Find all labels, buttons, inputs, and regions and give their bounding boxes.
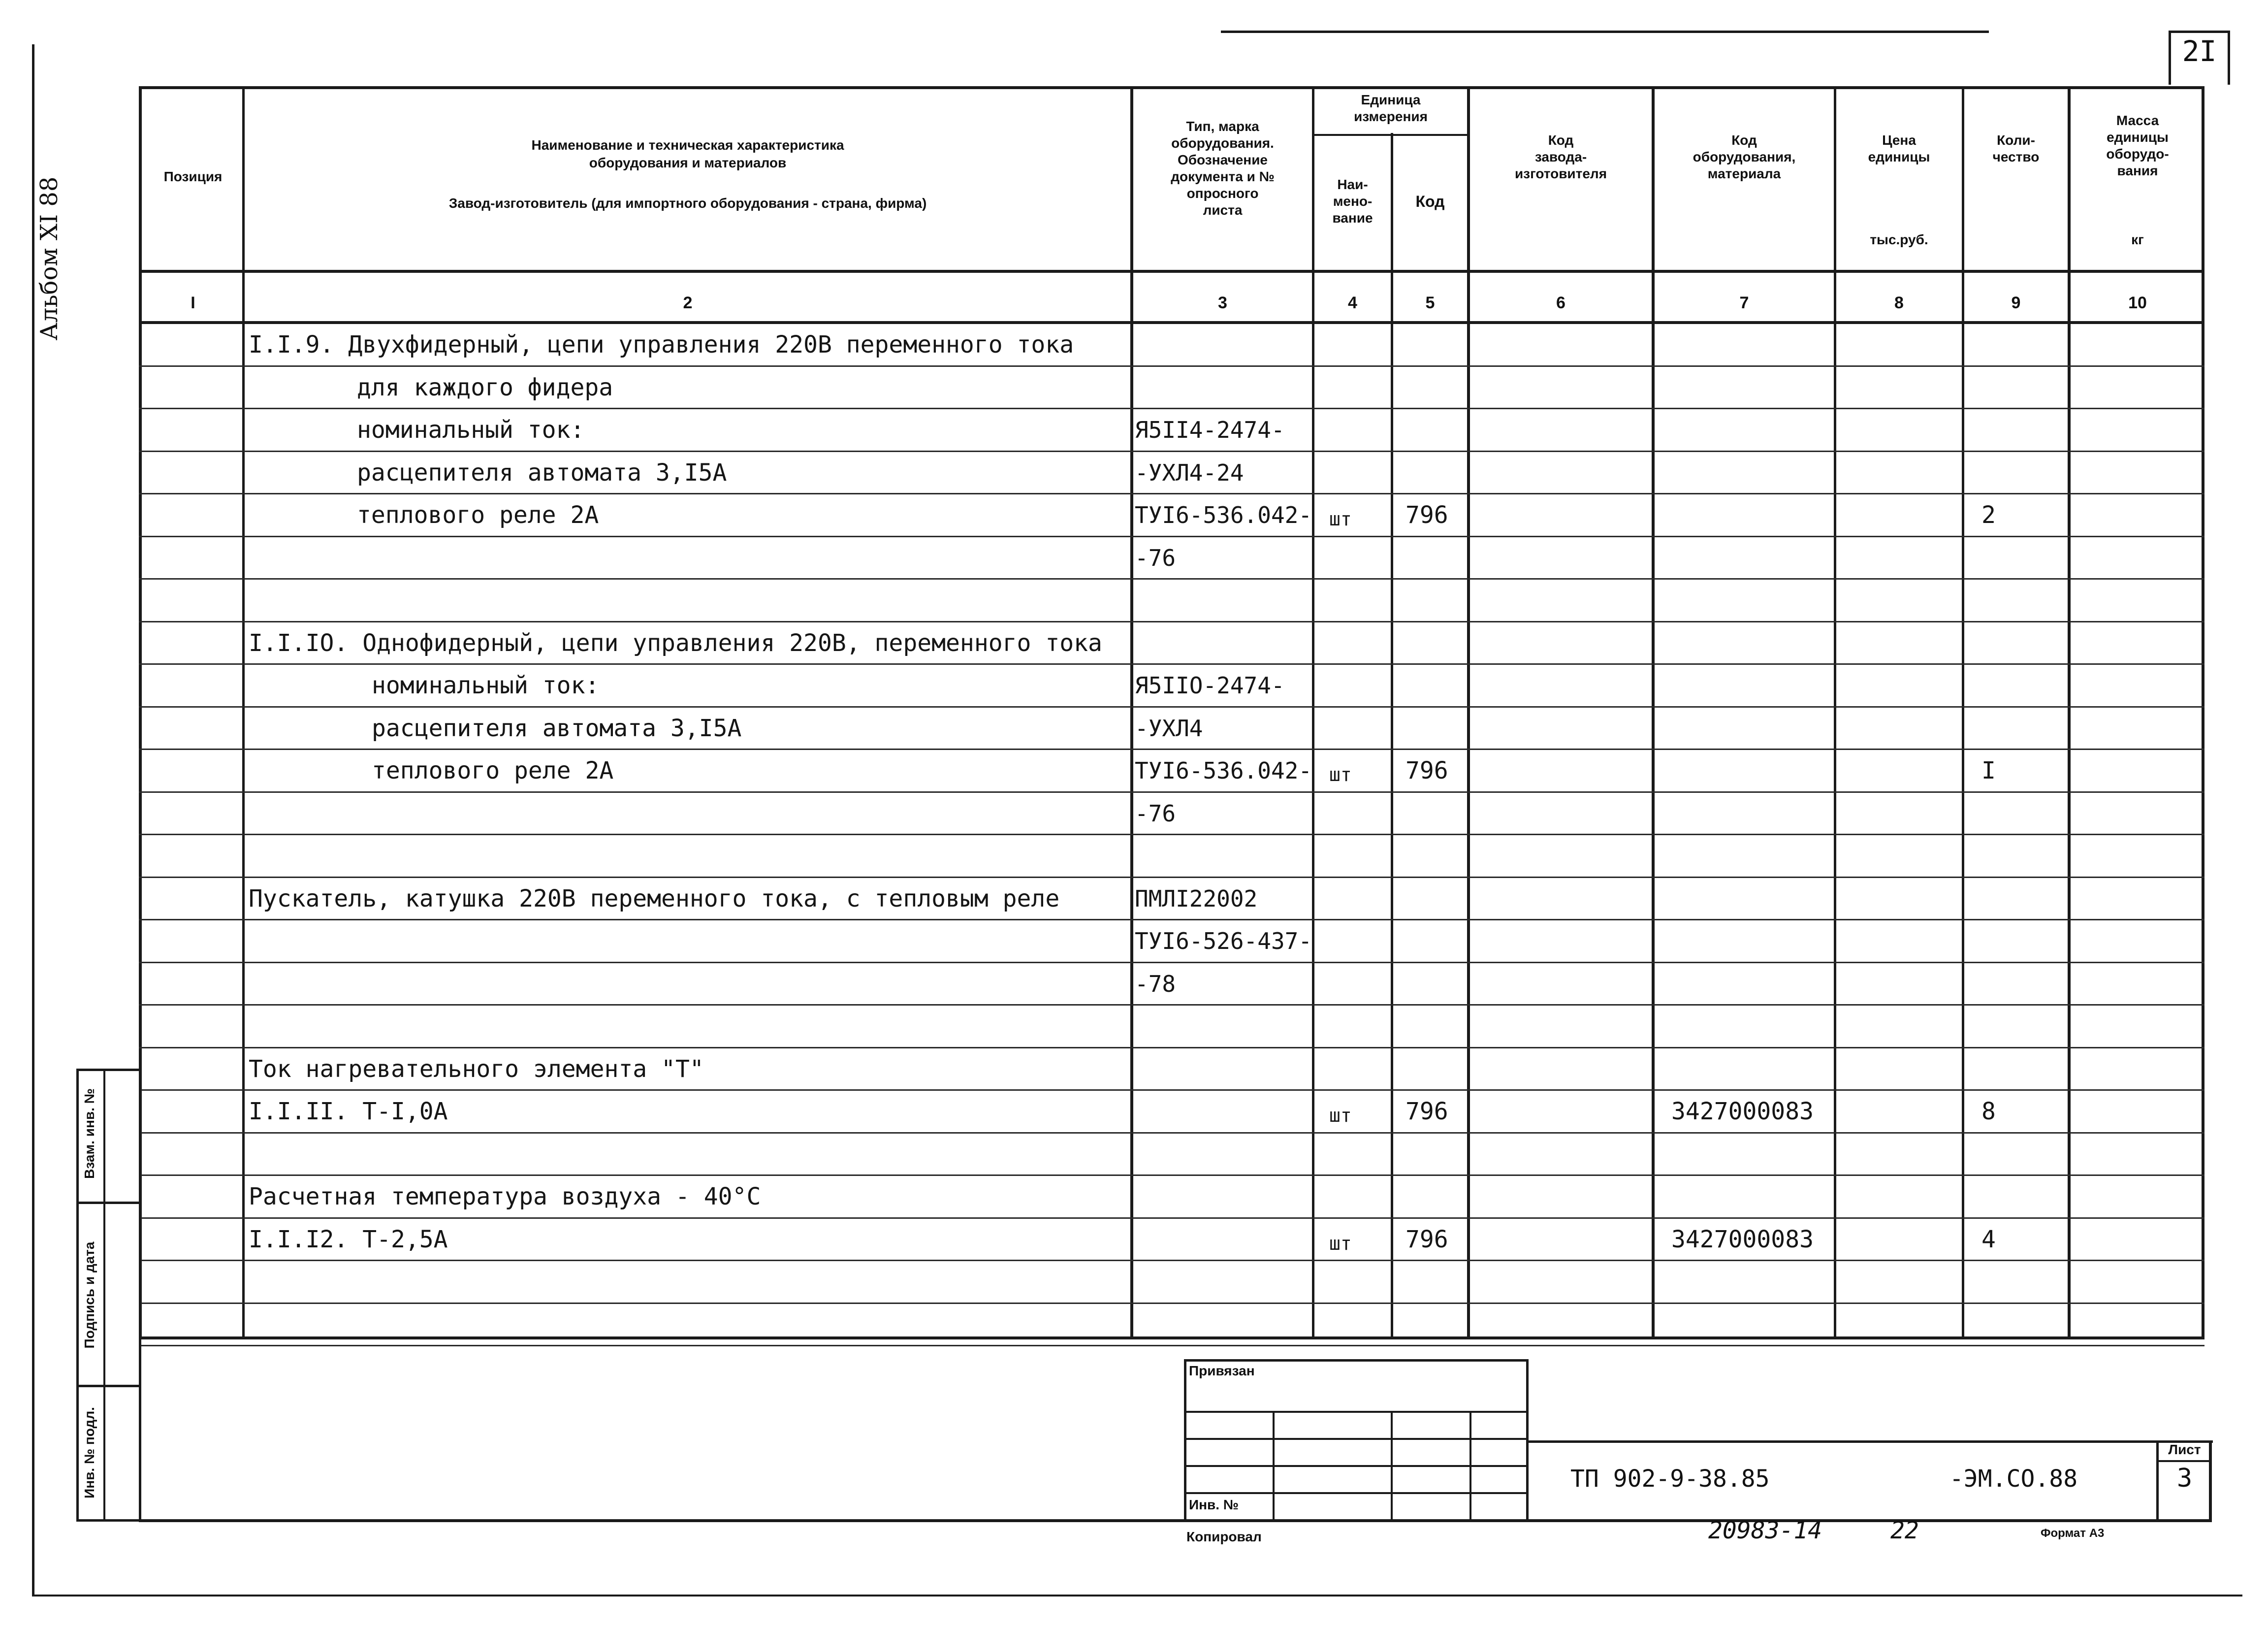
table-row-rule <box>139 493 2204 494</box>
privyazan-rule <box>1184 1492 1529 1494</box>
cell-type: ПМЛI22002 <box>1135 885 1258 912</box>
sheet-number: 3 <box>2176 1464 2193 1493</box>
cell-equip-code: 3427000083 <box>1671 1098 1814 1125</box>
handwritten-number: 20983-14 <box>1708 1517 1822 1544</box>
cell-code: 796 <box>1406 757 1448 784</box>
cell-type: -УХЛ4-24 <box>1135 459 1244 486</box>
format-label: Формат А3 <box>2041 1527 2105 1540</box>
side-stamp-rule <box>76 1202 141 1204</box>
table-row-rule <box>139 1217 2204 1219</box>
table-row-rule <box>139 536 2204 537</box>
col-divider <box>2068 86 2071 1339</box>
header-unit-name: Наи- мено- вание <box>1332 177 1373 226</box>
cell-type: Я5II4-2474- <box>1135 417 1285 443</box>
col-divider <box>1834 86 1836 1339</box>
cell-type: -78 <box>1135 970 1176 997</box>
header-unit-code: Код <box>1415 193 1445 210</box>
colnum-3: 3 <box>1218 293 1227 312</box>
cell-name: Пускатель, катушка 220В переменного тока, с тепловым реле <box>249 884 1060 912</box>
cell-qty: 4 <box>1981 1225 1996 1253</box>
table-row-rule <box>139 877 2204 878</box>
table-row-rule <box>139 1345 2204 1346</box>
cell-name: Ток нагревательного элемента "Т" <box>249 1055 704 1083</box>
sheet-label: Лист <box>2168 1442 2201 1457</box>
cell-type: -76 <box>1135 544 1176 571</box>
colnum-10: 10 <box>2128 293 2147 312</box>
cell-type: ТУI6-536.042- <box>1135 757 1312 784</box>
privyazan-divider <box>1273 1411 1275 1522</box>
cell-name: теплового реле 2А <box>357 501 599 529</box>
table-row-rule <box>139 451 2204 452</box>
table-row-rule <box>139 578 2204 580</box>
privyazan-label: Привязан <box>1189 1363 1255 1378</box>
table-row-rule <box>139 365 2204 367</box>
table-row-rule <box>139 1260 2204 1261</box>
cell-unit: шт <box>1329 764 1352 785</box>
privyazan-rule <box>1184 1465 1529 1467</box>
cell-name: для каждого фидера <box>357 373 613 401</box>
cell-name: I.I.9. Двухфидерный, цепи управления 220В переменного тока <box>249 331 1074 358</box>
cell-code: 796 <box>1406 501 1448 529</box>
cell-type: -УХЛ4 <box>1135 715 1203 742</box>
sheet-rule <box>2156 1460 2210 1462</box>
header-name-line1: Наименование и техническая характеристика <box>531 137 844 153</box>
header-equipment-code: Код оборудования, материала <box>1693 132 1796 181</box>
cell-name: I.I.IO. Однофидерный, цепи управления 220В, переменного тока <box>249 629 1102 657</box>
header-position: Позиция <box>163 169 223 184</box>
header-rule <box>139 270 2204 273</box>
cell-name: номинальный ток: <box>357 416 585 444</box>
cell-name: I.I.II. Т-I,0А <box>249 1098 448 1125</box>
side-stamp-rule <box>76 1385 141 1387</box>
colnum-6: 6 <box>1556 293 1565 312</box>
header-quantity: Коли- чество <box>1992 132 2040 164</box>
cell-qty: 8 <box>1981 1098 1996 1125</box>
table-row-rule <box>139 1303 2204 1304</box>
col-divider <box>242 86 245 1339</box>
table-row-rule <box>139 749 2204 750</box>
privyazan-rule <box>1184 1438 1529 1440</box>
spec-table <box>139 86 2204 1339</box>
colnum-rule <box>139 321 2204 324</box>
side-stamp-inventory: Инв. № подл. <box>82 1407 97 1499</box>
cell-code: 796 <box>1406 1098 1448 1125</box>
table-row-rule <box>139 791 2204 793</box>
privyazan-rule <box>1184 1411 1529 1413</box>
title-code-rule <box>1526 1440 2213 1443</box>
col-divider <box>1962 86 1964 1339</box>
document-code: ТП 902-9-38.85 <box>1570 1465 1770 1493</box>
cell-unit: шт <box>1329 1105 1352 1126</box>
top-rule <box>1221 31 1989 33</box>
privyazan-divider <box>1469 1411 1471 1522</box>
col-divider <box>1312 86 1314 1339</box>
table-row-rule <box>139 834 2204 835</box>
unit-group-rule <box>1312 134 1469 136</box>
table-row-rule <box>139 919 2204 920</box>
outer-bottom-rule <box>32 1595 2242 1596</box>
table-row-rule <box>139 1004 2204 1006</box>
cell-unit: шт <box>1329 508 1352 530</box>
header-name-line2: оборудования и материалов <box>589 155 787 170</box>
table-row-rule <box>139 706 2204 708</box>
table-row-rule <box>139 1174 2204 1176</box>
col-divider <box>1130 86 1133 1339</box>
header-name-line3: Завод-изготовитель (для импортного оборудования - страна, фирма) <box>448 195 927 211</box>
table-row-rule <box>139 1089 2204 1091</box>
table-row-rule <box>139 408 2204 409</box>
colnum-9: 9 <box>2011 293 2021 312</box>
handwritten-page: 22 <box>1890 1517 1919 1544</box>
header-mass-unit: кг <box>2131 232 2144 247</box>
page-number: 2I <box>2182 34 2217 68</box>
colnum-5: 5 <box>1425 293 1435 312</box>
document-suffix: -ЭМ.СО.88 <box>1949 1465 2078 1493</box>
header-unit-group: Единица измерения <box>1354 92 1428 124</box>
side-stamp-divider <box>103 1069 105 1522</box>
cell-qty: 2 <box>1981 501 1996 529</box>
kopiroval-label: Копировал <box>1186 1529 1262 1544</box>
cell-type: Я5IIO-2474- <box>1135 672 1285 699</box>
inv-no-label: Инв. № <box>1189 1497 1239 1512</box>
table-row-rule <box>139 1047 2204 1048</box>
cell-name: I.I.I2. Т-2,5А <box>249 1225 448 1253</box>
header-mass: Масса единицы оборудо- вания <box>2106 113 2169 178</box>
table-row-rule <box>139 962 2204 963</box>
cell-unit: шт <box>1329 1232 1352 1254</box>
cell-name: расцепителя автомата 3,I5А <box>357 458 727 487</box>
cell-equip-code: 3427000083 <box>1671 1225 1814 1253</box>
col-divider <box>1467 86 1470 1339</box>
cell-code: 796 <box>1406 1225 1448 1253</box>
cell-type: ТУI6-526-437- <box>1135 928 1312 954</box>
cell-type: -76 <box>1135 800 1176 827</box>
header-unit-price: Цена единицы <box>1868 132 1930 164</box>
cell-type: ТУI6-536.042- <box>1135 502 1312 528</box>
side-stamp-replacement: Взам. инв. № <box>82 1088 97 1179</box>
colnum-8: 8 <box>1894 293 1904 312</box>
colnum-4: 4 <box>1348 293 1357 312</box>
album-label: Альбом XI 88 <box>35 176 63 341</box>
cell-name: номинальный ток: <box>372 672 600 699</box>
colnum-2: 2 <box>683 293 693 312</box>
privyazan-divider <box>1391 1411 1393 1522</box>
cell-qty: I <box>1981 757 1996 784</box>
side-stamp-signature: Подпись и дата <box>82 1241 97 1349</box>
header-price-unit: тыс.руб. <box>1870 232 1928 247</box>
cell-name: Расчетная температура воздуха - 40°С <box>249 1183 761 1210</box>
table-row-rule <box>139 1132 2204 1134</box>
col-divider <box>1652 86 1655 1339</box>
colnum-1: I <box>191 293 195 312</box>
table-row-rule <box>139 663 2204 665</box>
colnum-7: 7 <box>1739 293 1749 312</box>
header-factory-code: Код завода- изготовителя <box>1514 132 1607 181</box>
cell-name: расцепителя автомата 3,I5А <box>372 714 742 742</box>
cell-name: теплового реле 2А <box>372 757 614 784</box>
header-type: Тип, марка оборудования. Обозначение документа и № опросного листа <box>1171 119 1275 218</box>
table-row-rule <box>139 621 2204 622</box>
